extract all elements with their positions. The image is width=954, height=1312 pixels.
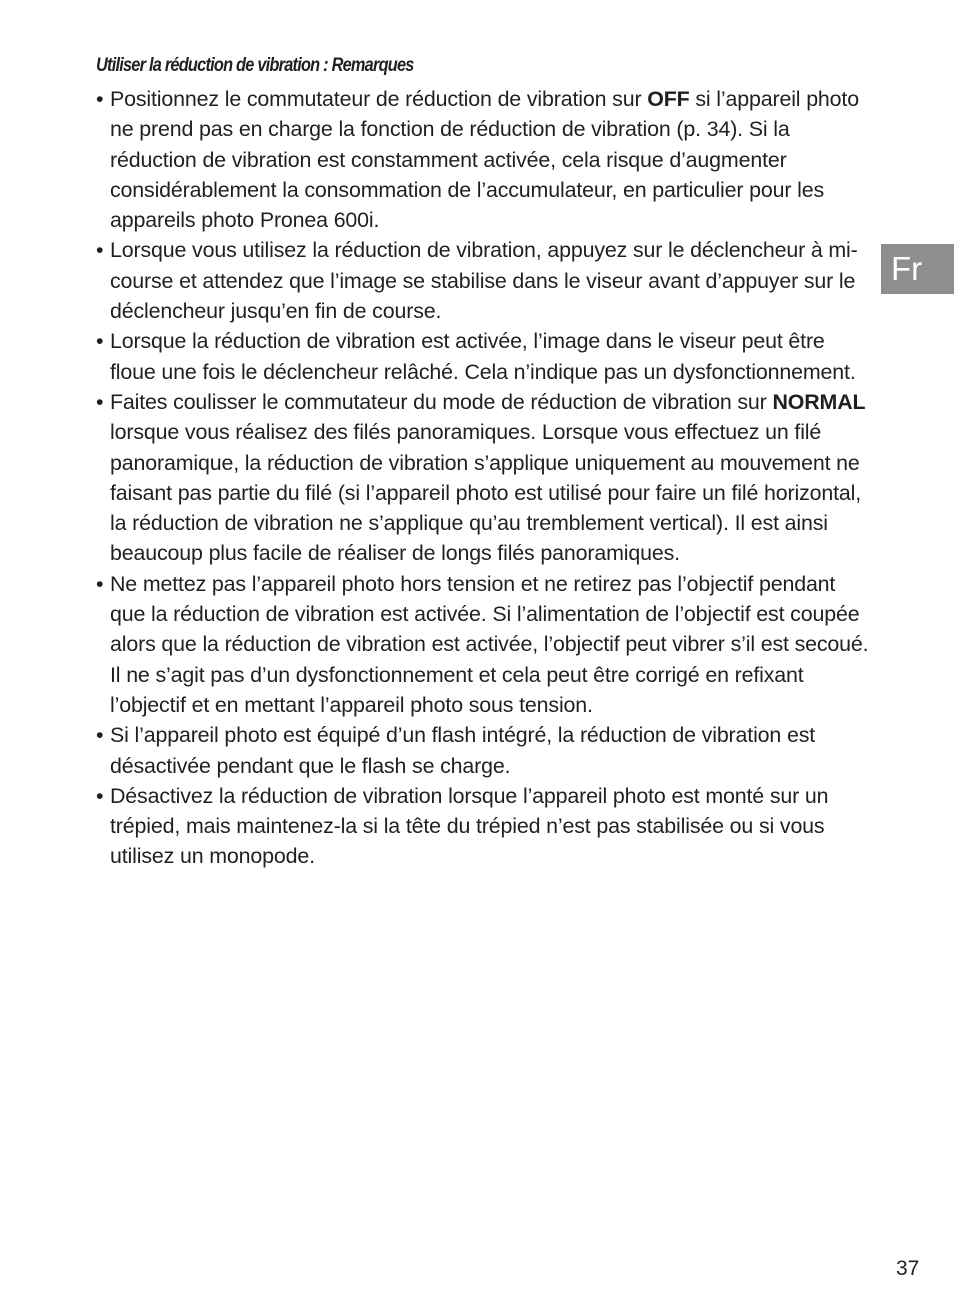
page-number: 37 [896, 1257, 920, 1280]
item-bold-text: OFF [647, 87, 690, 111]
bullet-icon: • [96, 238, 104, 263]
list-item [96, 235, 871, 326]
bullet-icon: • [96, 783, 104, 808]
item-text: Lorsque la réduction de vibration est activée, l’image dans le viseur peut être floue une fois le déclencheur relâché. Cela n’indique pas un dysfonctionnement. [110, 329, 856, 384]
bullet-icon: • [96, 87, 104, 111]
section-heading: Utiliser la réduction de vibration : Remarques [96, 55, 414, 76]
list-item [96, 569, 871, 720]
item-text: si l’appareil photo ne prend pas en charge la fonction de réduction de vibration (p. 34). Si la réduction de vibration est constamment activée, cela risque d’augmenter considérablement la consommation de l’accumulateur, en particulier pour les appareils photo Pronea 600i. [110, 87, 859, 233]
bullet-icon: • [96, 389, 104, 414]
bullet-icon: • [96, 571, 104, 596]
notes-list [96, 84, 871, 872]
item-text: lorsque vous réalisez des filés panoramiques. Lorsque vous effectuez un filé panoramique, la réduction de vibration s’applique uniquement au mouvement ne faisant pas partie du filé (si l’appareil photo est utilisé pour faire un filé horizontal, la réduction de vibration ne s’applique qu’au tremblement vertical). Il est ainsi beaucoup plus facile de réaliser de longs filés panoramiques. [110, 420, 862, 566]
language-tab: Fr [881, 244, 954, 294]
item-text: Positionnez le commutateur de réduction de vibration sur [110, 87, 648, 111]
item-text: Désactivez la réduction de vibration lorsque l’appareil photo est monté sur un trépied, mais maintenez-la si la tête du trépied n’est pas stabilisée ou si vous utilisez un monopode. [110, 783, 829, 869]
bullet-icon: • [96, 329, 104, 354]
item-text: Si l’appareil photo est équipé d’un flash intégré, la réduction de vibration est désactivée pendant que le flash se charge. [110, 723, 816, 778]
item-text: Ne mettez pas l’appareil photo hors tension et ne retirez pas l’objectif pendant que la réduction de vibration est activée. Si l’alimentation de l’objectif est coupée alors que la réduction de vibration est activée, l’objectif peut vibrer s’il est secoué. Il ne s’agit pas d’un dysfonctionnement et cela peut être corrigé en refixant l’objectif et en mettant l’appareil photo sous tension. [110, 571, 869, 717]
item-text: Lorsque vous utilisez la réduction de vibration, appuyez sur le déclencheur à mi-course et attendez que l’image se stabilise dans le viseur avant d’appuyer sur le déclencheur jusqu’en fin de course. [110, 238, 858, 324]
bullet-icon: • [96, 723, 104, 748]
item-text: Faites coulisser le commutateur du mode de réduction de vibration sur [110, 389, 773, 414]
list-item [96, 387, 871, 569]
list-item [96, 720, 871, 781]
list-item [96, 781, 871, 872]
list-item [96, 84, 871, 235]
item-bold-text: NORMAL [772, 389, 866, 414]
list-item [96, 326, 871, 387]
